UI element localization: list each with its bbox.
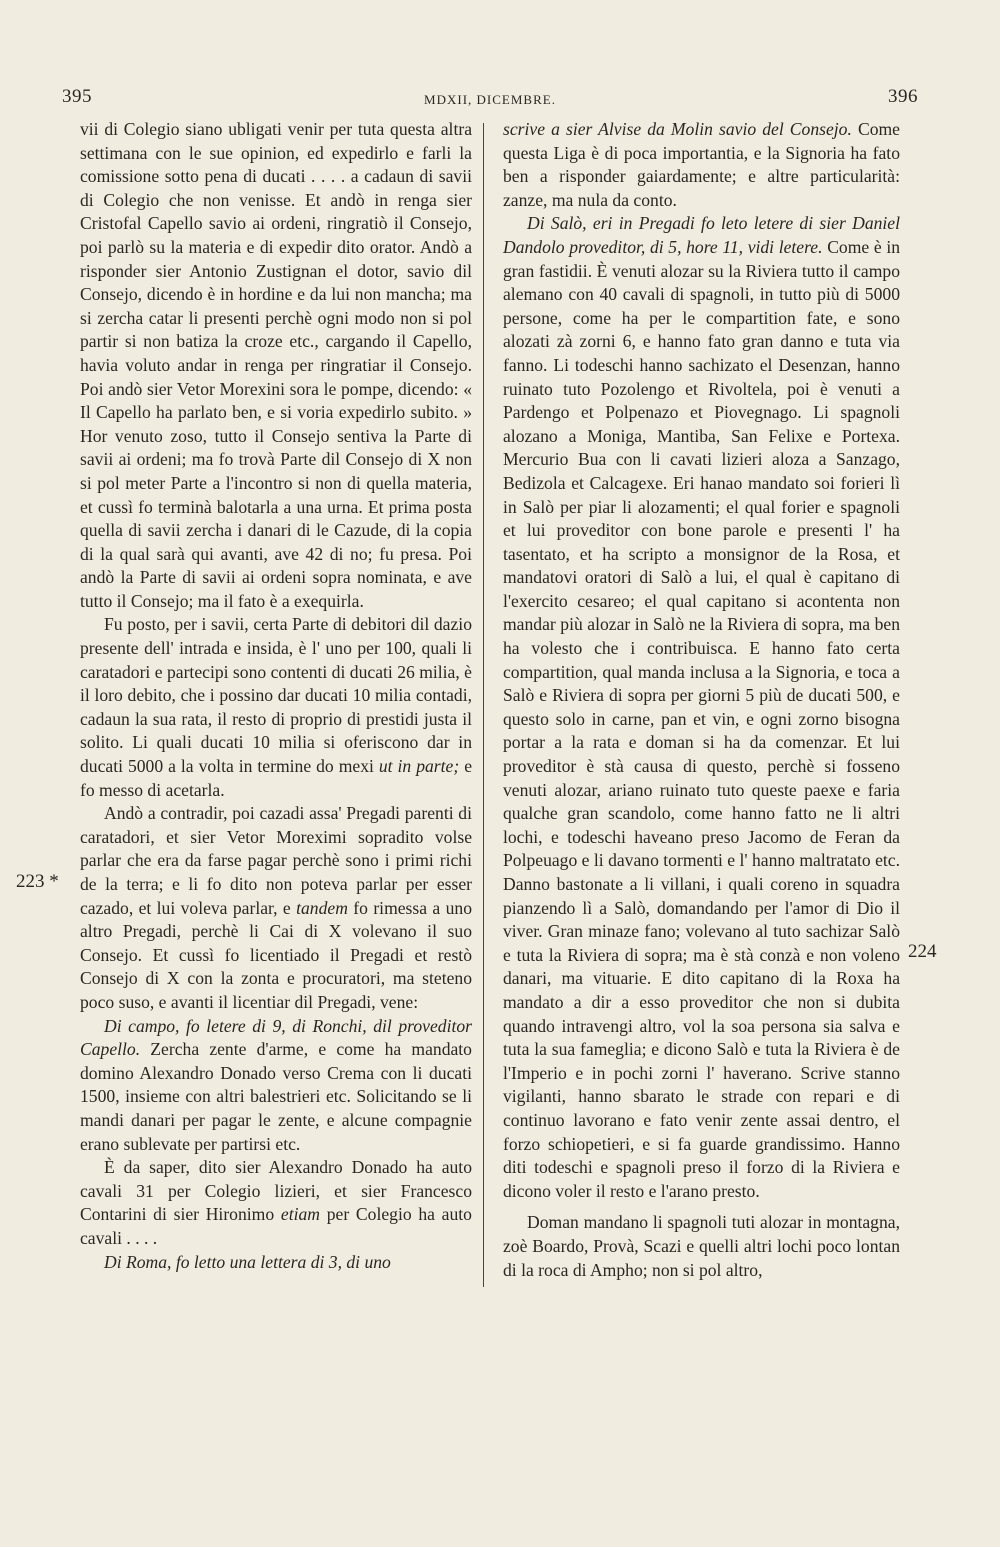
paragraph: Andò a contradir, poi cazadi assa' Pregadi parenti di caratadori, et sier Vetor Moreximi sopradito volse parlar che era da farse pagar perchè sono i primi richi de la terra; e li fo dito non poteva parlar per esser cazado, et lui voleva parlar, e tandem fo rimessa a uno altro Pregadi, perchè li Cai di X volevano il suo Consejo. Et cussì fo licentiado il Pregadi et restò Consejo di X con la zonta e procuratori, ma steteno poco suso, e avanti il licentiar dil Pregadi, vene: [80, 803, 472, 1012]
paragraph: Di Roma, fo letto una lettera di 3, di uno [104, 1251, 391, 1272]
paragraph: Doman mandano li spagnoli tuti alozar in montagna, zoè Boardo, Provà, Scazi e quelli altri lochi poco lontan di la roca di Ampho; non si pol altro, [503, 1212, 900, 1280]
running-title: MDXII, DICEMBRE. [424, 92, 556, 107]
left-page-number: 395 [62, 86, 92, 107]
paragraph: Di Salò, eri in Pregadi fo leto letere di sier Daniel Dandolo proveditor, di 5, hore 11, vidi letere. Come è in gran fastidii. È venuti alozar su la Riviera tutto il campo alemano con 40 cavali di spagnoli, in tutto più di 5000 persone, come ha per le compartition fate, e sono alozati zà zorni 6, e hanno fato gran danno e tuta via fanno. Li todeschi hanno sachizato el Desenzan, hanno ruinato tuto Pozolengo et Rivoltela, poi è venuti a Pardengo et Polpenazo et Piovegnago. Li spagnoli alozano a Moniga, Mantiba, San Felixe e Portexa. Mercurio Bua con li cavati lizieri aloza a Sanzago, Bedizola et Calcagexe. Eri hanao mandato soi forieri lì in Salò per piar li alozamenti; el qual forier e spagnoli et lui proveditor con bone parole e presenti l' ha tasentato, et ha scripto a monsignor de la Rosa, et mandatovi oratori di Salò a lui, el qual è capitano di l'exercito cesareo; el qual capitano si acontenta non mandar più alozar in Salò ne la Riviera di sopra, ma ben ha volesto che i contribuisca. E hanno fato certa compartition, qual manda inclusa a la Signoria, e toca a Salò e Riviera di sopra per giorni 5 più de ducati 500, e questo solo in carne, pan et vin, e ogni zorno bisogna portar a la rata e doman si ha da comenzar. Et lui proveditor è stà causa di questo, perchè si fosseno venuti alozar, ariano ruinato tuto queste paexe e faria qualche gran scandolo, come hanno fatto ne li altri lochi, e todeschi haveano preso Jacomo de Feran da Polpeuago e li davano tormenti e l' hanno maltratato etc. Danno bastonate a li villani, i quali coreno in squadra pianzendo lì a Salò, domandando per l'amor di Dio il viver. Gran minaze fano; volevano al tuto sachizar Salò e tuta la Riviera di sopra; ma è stà conzà e non voleno danari, ma vituarie. E dito capitano di la Roxa ha mandato a dir a esso proveditor che non si dubita quando intravengi altro, vol la soa persona sia salva e tuta la sua fameglia; e dicono Salò e tuta la Riviera è de l'Imperio e in pochi zorni l' haverano. Scrive stanno vigilanti, hanno sbarato le strade con repari e di continuo lavorano e fato venir zente assai dentro, el forzo schiopetieri, e si fa guarde grandissimo. Hanno diti todeschi e spagnoli preso il forzo di la Riviera e dicono voler il resto e l'arano presto. [503, 213, 901, 1201]
right-column [503, 118, 900, 1282]
paragraph: È da saper, dito sier Alexandro Donado ha auto cavali 31 per Colegio lizieri, et sier Francesco Contarini di sier Hironimo etiam per Colegio ha auto cavali . . . . [80, 1157, 472, 1248]
paragraph: Fu posto, per i savii, certa Parte di debitori dil dazio presente dell' intrada e insida, è l' uno per 100, quali li caratadori e partecipi sono contenti di ducati 26 milia, è il loro debito, che i possino dar ducati 10 milia contadi, cadaun la sua rata, il resto di proprio di prestidi justa il solito. Li quali ducati 10 milia si oferiscono dar in ducati 5000 a la volta in termine do mexi ut in parte; e fo messo di acetarla. [80, 614, 472, 800]
left-column [80, 118, 472, 1274]
column-divider [483, 123, 484, 1287]
paragraph: scrive a sier Alvise da Molin savio del Consejo. Come questa Liga è di poca importantia, e la Signoria ha fato ben a risponder gaiardamente; e altre particularità: zanze, ma nula da conto. [503, 119, 900, 210]
paragraph: vii di Colegio siano ubligati venir per tuta questa altra settimana con le sue opinion, ed expedirlo e farli la comissione sotto pena di ducati . . . . a cadaun di savii di Colegio che non venisse. Et andò in renga sier Cristofal Capello savio ai ordeni, ringratiò il Consejo, poi parlò su la materia e di expedir dito orator. Andò a risponder sier Antonio Zustignan el dotor, savio dil Consejo, dicendo è in hordine e da lui non mancha; ma si zercha catar li presenti perchè ogni modo non si pol partir si non batiza la croze etc., cargando il Capello, havia voluto andar in renga per ringratiar il Consejo. Poi andò sier Vetor Morexini sora le pompe, dicendo: « Il Capello ha parlato ben, e si voria expedirlo subito. » Hor venuto zoso, tutto il Consejo sentiva la Parte di savii ai ordeni; ma fo trovà Parte dil Consejo di X non si pol meter Parte a l'incontro si non di quella materia, et cussì fo terminà balotarla a una urna. Et prima posta quella di savii zercha i danari di le Cazude, di la copia di la qual sarà qui avanti, ave 42 di no; fu presa. Poi andò la Parte di savii ai ordeni sopra nominata, e ave tutto il Consejo; ma il fato è a exequirla. [80, 119, 472, 611]
margin-number-left: 223 * [16, 871, 59, 892]
right-page-number: 396 [888, 86, 918, 107]
paragraph: Di campo, fo letere di 9, di Ronchi, dil proveditor Capello. Zercha zente d'arme, e come ha mandato domino Alexandro Donado verso Crema con li ducati 1500, insieme con altri balestrieri etc. Solicitando se li mandi danari per pagar le zente, e alcune compagnie erano sublevate per partirsi etc. [80, 1015, 472, 1154]
margin-number-right: 224 [908, 941, 937, 962]
